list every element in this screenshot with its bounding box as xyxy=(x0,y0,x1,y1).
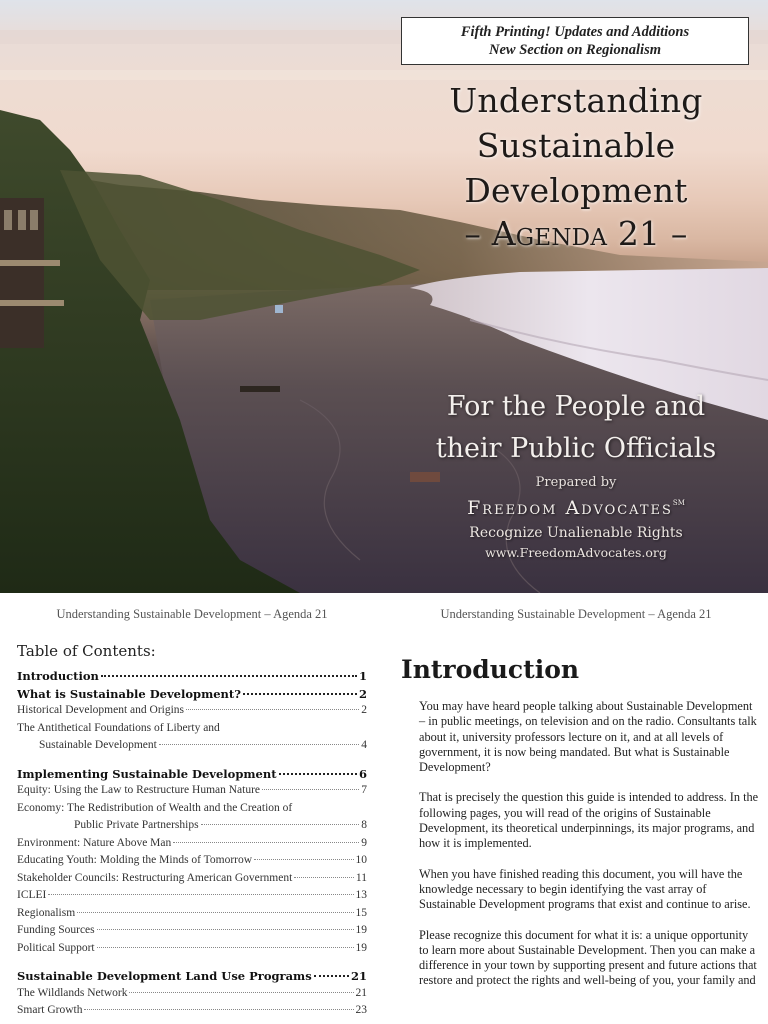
toc-page-number: 23 xyxy=(355,1004,367,1016)
toc-entry[interactable] xyxy=(17,802,367,820)
toc-entry[interactable] xyxy=(17,767,367,785)
toc-dot-leader xyxy=(97,947,354,948)
toc-entry-label: The Antithetical Foundations of Liberty and xyxy=(17,721,220,734)
toc-page-number: 11 xyxy=(355,871,367,884)
toc-page-number: 2 xyxy=(361,704,367,716)
toc-page-number: 2 xyxy=(358,686,367,701)
toc-dot-leader xyxy=(97,929,354,930)
toc-entry[interactable] xyxy=(17,739,367,757)
toc-dot-leader xyxy=(77,912,353,913)
toc-dot-leader xyxy=(159,744,359,745)
title-line-3: Development xyxy=(464,171,688,210)
toc-page-number: 19 xyxy=(355,924,367,936)
toc-page-number: 6 xyxy=(358,766,367,781)
toc-page-number: 21 xyxy=(350,969,367,983)
toc-entry-label: Regionalism xyxy=(17,906,76,919)
toc-entry[interactable] xyxy=(17,784,367,802)
toc-dot-leader xyxy=(201,824,360,825)
toc-dot-leader xyxy=(186,709,359,710)
toc-entry-label: Historical Development and Origins xyxy=(17,704,185,716)
toc-entry[interactable] xyxy=(17,889,367,907)
toc-entry[interactable] xyxy=(17,854,367,872)
toc-page-number: 4 xyxy=(361,739,367,751)
toc-page-number: 19 xyxy=(355,941,367,954)
notice-line-1: Fifth Printing! Updates and Additions xyxy=(460,24,690,40)
toc-entry-label: Stakeholder Councils: Restructuring American Government xyxy=(17,871,293,884)
toc-entry[interactable] xyxy=(17,669,367,687)
toc-entry-label: Introduction xyxy=(17,669,99,683)
toc-page-number: 13 xyxy=(355,889,367,901)
organization-tagline: Recognize Unalienable Rights xyxy=(469,525,683,541)
intro-paragraph: When you have finished reading this document, you will have the knowledge necessary to begin identifying the vast array of Sustainable Development programs that exist and continue to arise. xyxy=(419,866,751,912)
toc-entry-label: Implementing Sustainable Development xyxy=(17,766,277,781)
toc-entry[interactable] xyxy=(17,987,367,1005)
toc-list xyxy=(17,669,367,1022)
toc-page-number: 1 xyxy=(358,669,367,683)
toc-entry-label: Economy: The Redistribution of Wealth and the Creation of xyxy=(17,801,293,814)
toc-entry[interactable] xyxy=(17,924,367,942)
toc-dot-leader xyxy=(254,859,353,860)
cover-subtitle xyxy=(416,386,736,470)
toc-entry-label: Sustainable Development xyxy=(39,739,157,751)
subtitle-line-2: their Public Officials xyxy=(435,433,717,464)
toc-entry-label: Sustainable Development Land Use Programs xyxy=(17,969,312,983)
toc-entry-label: ICLEI xyxy=(17,889,47,901)
service-mark: SM xyxy=(672,499,685,507)
cover-title xyxy=(420,78,732,256)
toc-entry[interactable] xyxy=(17,907,367,925)
toc-page-number: 7 xyxy=(361,784,367,796)
toc-entry-label: Public Private Partnerships xyxy=(74,819,199,831)
toc-page-number: 21 xyxy=(355,986,367,999)
organization-website: www.FreedomAdvocates.org xyxy=(485,545,667,560)
introduction-page xyxy=(384,593,768,1024)
toc-entry[interactable] xyxy=(17,942,367,960)
toc-dot-leader xyxy=(129,992,353,993)
toc-entry[interactable] xyxy=(17,837,367,855)
subtitle-line-1: For the People and xyxy=(446,391,706,422)
toc-entry[interactable] xyxy=(17,1004,367,1022)
notice-line-2: New Section on Regionalism xyxy=(488,42,661,58)
toc-title: Table of Contents: xyxy=(17,642,156,660)
running-head: Understanding Sustainable Development – Agenda 21 xyxy=(440,607,712,621)
title-line-2: Sustainable xyxy=(476,126,676,165)
toc-dot-leader xyxy=(173,842,359,843)
toc-dot-leader xyxy=(294,877,354,878)
introduction-body xyxy=(419,699,759,1004)
toc-entry-label: Funding Sources xyxy=(17,924,95,936)
toc-page-number: 8 xyxy=(361,819,367,831)
toc-page-number: 10 xyxy=(355,854,367,866)
toc-entry[interactable] xyxy=(17,969,367,987)
toc-entry-label: The Wildlands Network xyxy=(17,986,128,999)
introduction-heading: Introduction xyxy=(401,655,580,684)
prepared-by-label: Prepared by xyxy=(535,475,617,490)
toc-entry[interactable] xyxy=(17,704,367,722)
toc-dot-leader xyxy=(243,693,357,695)
toc-entry[interactable] xyxy=(17,687,367,705)
organization-name xyxy=(416,497,736,519)
toc-dot-leader xyxy=(101,675,357,677)
toc-entry-label: Smart Growth xyxy=(17,1004,83,1016)
toc-dot-leader xyxy=(48,894,353,895)
toc-entry-label: Educating Youth: Molding the Minds of Tomorrow xyxy=(17,854,253,866)
toc-entry-label: Political Support xyxy=(17,941,95,954)
toc-entry[interactable] xyxy=(17,819,367,837)
toc-entry-label: Equity: Using the Law to Restructure Human Nature xyxy=(17,784,261,796)
intro-paragraph: You may have heard people talking about Sustainable Development – in public meetings, on television and on the radio. Consultants talk about it, university professors lecture on it, and at all levels of government, it is now being mandated. But what is Sustainable Development? xyxy=(419,699,757,775)
fifth-printing-notice xyxy=(401,17,749,65)
table-of-contents-page xyxy=(0,593,384,1024)
toc-entry[interactable] xyxy=(17,722,367,740)
toc-dot-leader xyxy=(279,773,357,775)
toc-page-number: 15 xyxy=(355,906,367,919)
toc-entry-label: Environment: Nature Above Man xyxy=(17,836,172,849)
organization-label: Freedom Advocates xyxy=(467,497,673,519)
title-agenda-21: – Agenda 21 – xyxy=(464,214,688,253)
toc-page-number: 9 xyxy=(361,836,367,849)
toc-dot-leader xyxy=(314,975,349,977)
toc-entry[interactable] xyxy=(17,872,367,890)
intro-paragraph: That is precisely the question this guide is intended to address. In the following pages, you will read of the origins of Sustainable Development, its theoretical underpinnings, its major programs, and how it is implemented. xyxy=(419,790,759,851)
toc-entry-label: What is Sustainable Development? xyxy=(17,686,241,701)
toc-dot-leader xyxy=(262,789,359,790)
toc-dot-leader xyxy=(84,1009,353,1010)
running-head: Understanding Sustainable Development – Agenda 21 xyxy=(56,607,328,621)
intro-paragraph: Please recognize this document for what it is: a unique opportunity to learn more about Sustainable Development. Then you can make a difference in your town by supporting present and future actions that restore and protect the rights and well-being of you, your family and xyxy=(419,927,757,988)
title-line-1: Understanding xyxy=(449,81,703,120)
